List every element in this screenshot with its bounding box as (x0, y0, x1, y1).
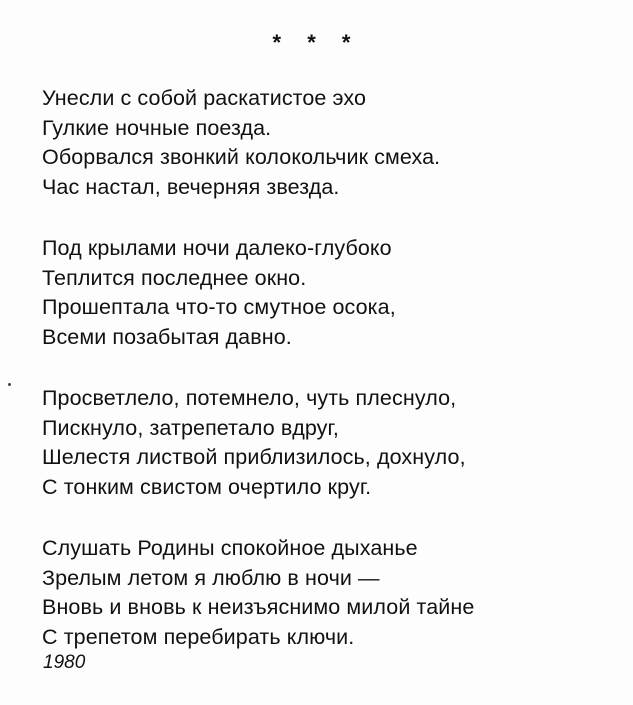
stanza-3 (42, 384, 627, 502)
poem-line: Просветлело, потемнело, чуть плеснуло, (42, 386, 457, 410)
poem-line: Унесли с собой раскатистое эхо (42, 86, 367, 110)
poem-line: Вновь и вновь к неизъяснимо милой тайне (42, 595, 475, 619)
poem-line: Шелестя листвой приблизилось, дохнуло, (42, 445, 466, 469)
poem-line: Прошептала что-то смутное осока, (42, 295, 396, 319)
section-separator: * * * (272, 30, 361, 55)
stanza-1 (42, 84, 627, 202)
stanza-4 (42, 534, 627, 652)
poem-line: Теплится последнее окно. (42, 265, 307, 290)
poem-line: Под крылами ночи далеко-глубоко (42, 236, 392, 260)
poem-line: С тонким свистом очертило круг. (42, 474, 372, 499)
poem-line: Гулкие ночные поезда. (42, 115, 272, 140)
poem-line: Всеми позабытая давно. (42, 324, 292, 349)
poem (42, 84, 627, 684)
print-speck (8, 383, 11, 386)
poem-line: Пискнуло, затрепетало вдруг, (42, 415, 339, 440)
poem-line: Зрелым летом я люблю в ночи — (42, 565, 380, 590)
stanza-2 (42, 234, 627, 352)
poem-line: С трепетом перебирать ключи. (42, 624, 355, 649)
poem-year: 1980 (43, 652, 86, 673)
poem-line: Слушать Родины спокойное дыханье (42, 536, 418, 560)
poem-line: Час настал, вечерняя звезда. (42, 174, 340, 199)
poem-line: Оборвался звонкий колокольчик смеха. (42, 145, 441, 169)
